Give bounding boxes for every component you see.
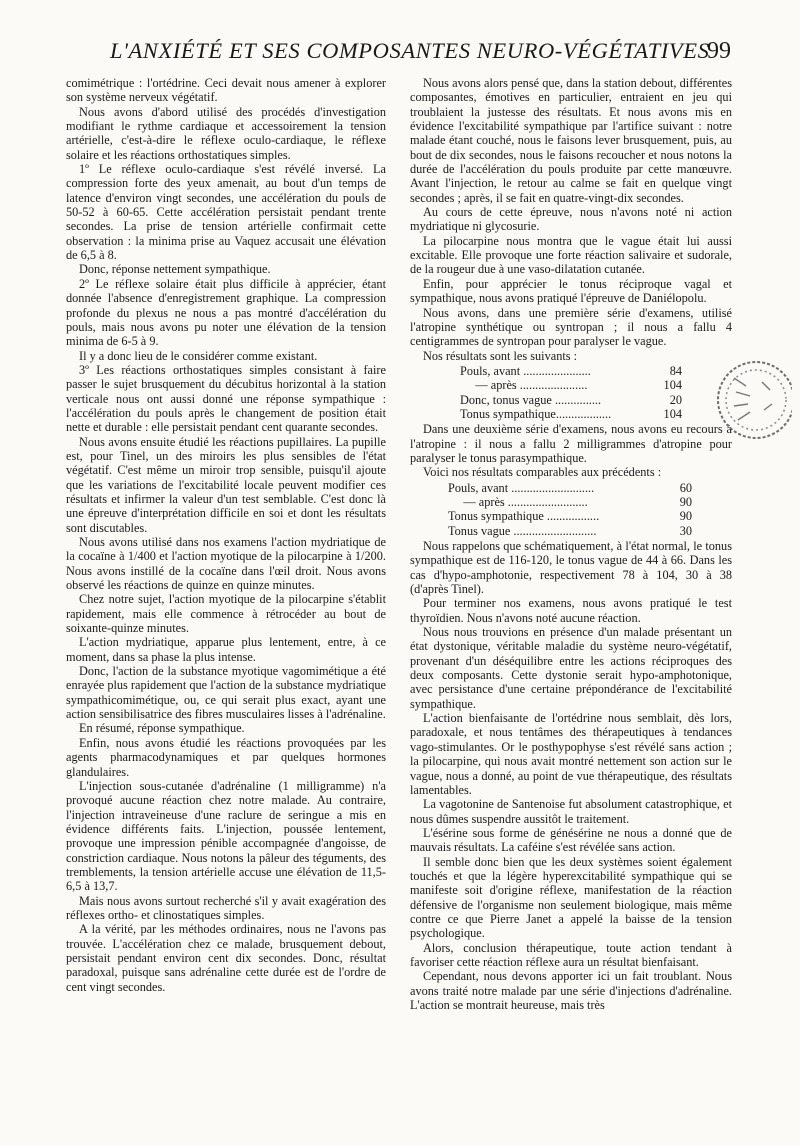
paragraph: Voici nos résultats comparables aux précédents :: [423, 465, 662, 480]
paragraph: Donc, réponse nettement sympathique.: [79, 262, 271, 277]
results-row: [410, 495, 732, 509]
row-label: Pouls, avant: [448, 480, 509, 495]
paragraph: Il semble donc bien que les deux systèmes soient également touchés et que la légère hyperexcitabilité sympathique qui se manifeste soit d'origine réflexe, manifestation de la réaction défensive de l'organisme non seulement biologique, mais même contre ce que Pierre Janet a appelé la baisse de la tension psychologique.: [410, 854, 732, 941]
row-value: 20: [669, 392, 682, 407]
paragraph: L'injection sous-cutanée d'adrénaline (1 milligramme) n'a provoqué aucune réaction chez notre malade. Au contraire, l'injection intraveineuse d'une raclure de seringue a mis en évidence différents faits. L'injection, poussée lentement, provoque une impression pénible accompagnée d'angoisse, de constriction cardiaque. Nous notons la pâleur des téguments, des tremblements, la tension artérielle accuse une élévation de 11,5-6,5 à 13,7.: [66, 778, 386, 894]
row-value: 84: [669, 363, 682, 378]
paragraph: 3º Les réactions orthostatiques simples consistant à faire passer le sujet brusquement du décubitus horizontal à la station verticale nous ont aussi donné une réponse sympathique : l'accélération du pouls après le changement de position était nette et durable : elle persistait pendant cent quarante secondes.: [66, 362, 386, 435]
paragraph: Enfin, pour apprécier le tonus réciproque vagal et sympathique, nous avons pratiqué l'épreuve de Daniélopolu.: [410, 276, 732, 306]
page-title: L'ANXIÉTÉ ET SES COMPOSANTES NEURO-VÉGÉTATIVES: [110, 38, 710, 63]
left-column: [66, 76, 386, 994]
page-number: 99: [707, 38, 731, 64]
row-label: Donc, tonus vague: [460, 392, 552, 407]
running-header: [110, 38, 750, 64]
results-row: [410, 364, 732, 378]
paragraph: Pour terminer nos examens, nous avons pratiqué le test thyroïdien. Nous n'avons noté aucune réaction.: [410, 596, 732, 625]
paragraph: Cependant, nous devons apporter ici un fait troublant. Nous avons traité notre malade par une série d'injections d'adrénaline. L'action se montrait heureuse, mais très: [410, 969, 732, 1012]
right-column: [410, 76, 732, 1012]
row-label: — après: [463, 494, 505, 509]
paragraph: En résumé, réponse sympathique.: [79, 721, 245, 736]
row-label: — après: [475, 378, 517, 393]
paragraph: La pilocarpine nous montra que le vague était lui aussi excitable. Elle provoque une forte réaction salivaire et sudorale, de la rougeur due à une vaso-dilatation cutanée.: [410, 233, 732, 277]
results-row: [410, 481, 732, 495]
paragraph: Alors, conclusion thérapeutique, toute action tendant à favoriser cette réaction réflexe aura un résultat bienfaisant.: [410, 940, 732, 969]
paragraph: A la vérité, par les méthodes ordinaires, nous ne l'avons pas trouvée. L'accélération chez ce malade, brusquement debout, persistait pendant environ cent dix secondes. Donc, résultat paradoxal, puisque sans adrénaline cette durée est de l'ordre de cent vingt secondes.: [66, 922, 386, 994]
results-row: [410, 378, 732, 392]
results-row: [410, 393, 732, 407]
paragraph: Nous avons ensuite étudié les réactions pupillaires. La pupille est, pour Tinel, un des miroirs les plus sensibles de l'état végétatif. C'est même un miroir trop sensible, puisqu'il ajoute que les variations de l'excitabilité locale peuvent modifier ces résultats et infirmer la valeur d'un test semblable. C'est donc là une épreuve d'interprétation difficile en soi et dont les résultats sont discutables.: [66, 434, 386, 535]
paragraph: Nous nous trouvions en présence d'un malade présentant un état dystonique, véritable maladie du système neuro-végétatif, provenant d'un déséquilibre entre les actions réciproques des deux composants. Cette dystonie serait hypo-amphotonique, avec persistance d'une certaine prépondérance de l'excitabilité sympathique.: [410, 625, 732, 711]
row-value: 90: [679, 509, 692, 524]
paragraph: Nous avons utilisé dans nos examens l'action mydriatique de la cocaïne à 1/400 et l'action myotique de la pilocarpine à 1/200. Nous avons instillé de la cocaïne dans l'œil droit. Nous avons observé les réactions de quinze en quinze minutes.: [66, 535, 386, 593]
paragraph: Mais nous avons surtout recherché s'il y avait exagération des réflexes ortho- et clinostatiques simples.: [66, 893, 386, 922]
results-row: [410, 407, 732, 421]
paragraph: Nous rappelons que schématiquement, à l'état normal, le tonus sympathique est de 116-120, le tonus vague de 44 à 66. Dans les cas d'hypo-amphotonie, respectivement 78 à 104, 30 à 38 (d'après Tinel).: [410, 539, 732, 597]
paragraph: Nos résultats sont les suivants :: [423, 348, 578, 363]
paragraph: Enfin, nous avons étudié les réactions provoquées par les agents pharmacodynamiques et par quelques hormones glandulaires.: [66, 735, 386, 779]
paragraph: Nous avons alors pensé que, dans la station debout, différentes composantes, émotives en particulier, entraient en jeu qui troublaient la justesse des résultats. Et nous avons mis en évidence l'excitabilité sympathique par l'artifice suivant : notre malade étant couché, nous le faisons lever brusquement, puis, au bout de dix secondes, nous le faisons recoucher et nous notons la durée de l'accélération du pouls produite par cette manœuvre. Avant l'injection, le retour au calme se fait en quelque vingt secondes ; après, il se fait en quatre-vingt-dix secondes.: [410, 76, 732, 205]
paragraph: Au cours de cette épreuve, nous n'avons noté ni action mydriatique ni glycosurie.: [410, 205, 732, 234]
paragraph: L'action mydriatique, apparue plus lentement, entre, à ce moment, dans sa phase la plus intense.: [66, 635, 386, 664]
row-label: Pouls, avant: [460, 363, 521, 378]
row-label: Tonus sympathique: [460, 406, 556, 421]
leader-dots: ...........................: [508, 480, 595, 495]
results-table-atropine: [410, 481, 732, 538]
row-label: Tonus sympathique: [448, 509, 544, 524]
paragraph: Dans une deuxième série d'examens, nous avons eu recours à l'atropine : il nous a fallu 2 milligrammes d'atropine pour paralyser le tonus parasympathique.: [410, 422, 732, 465]
paragraph: Nous avons, dans une première série d'examens, utilisé l'atropine synthétique ou syntropan ; il nous a fallu 4 centigrammes de syntropan pour paralyser le vague.: [410, 305, 732, 349]
leader-dots: .................: [543, 509, 600, 524]
leader-dots: ...............: [551, 392, 602, 407]
results-row: [410, 509, 732, 523]
row-value: 104: [663, 406, 682, 421]
leader-dots: ..................: [555, 406, 612, 421]
paragraph: Donc, l'action de la substance myotique vagomimétique a été enrayée plus rapidement que l'action de la substance mydriatique sympathicomimétique, ou, ce qui serait plus exact, ayant une action sensibilisatrice des fibres musculaires lisses à l'adrénaline.: [66, 664, 386, 722]
library-stamp: [706, 330, 792, 470]
leader-dots: ...........................: [510, 523, 597, 538]
paragraph: 1º Le réflexe oculo-cardiaque s'est révélé inversé. La compression forte des yeux amenait, au bout d'un temps de latence d'environ vingt secondes, une accélération du pouls de 50-52 à 60-65. Cette accélération persistait pendant trente secondes. La prise de tension artérielle confirmait cette observation : la minima prise au Vaquez accusait une élévation de 6,5 à 8.: [66, 162, 386, 263]
row-value: 104: [663, 378, 682, 393]
paragraph: Nous avons d'abord utilisé des procédés d'investigation modifiant le rythme cardiaque et accessoirement la tension artérielle, c'est-à-dire le réflexe oculo-cardiaque, le réflexe solaire et les réactions orthostatiques simples.: [66, 104, 386, 162]
row-label: Tonus vague: [448, 523, 511, 538]
paragraph: L'action bienfaisante de l'ortédrine nous semblait, dès lors, paradoxale, et nous tentâmes des thérapeutiques à tendances vago-stimulantes. Or le posthypophyse s'est révélé sans action ; la pilocarpine, qui nous avait montré nettement son action sur le vague, nous a donné, au point de vue thérapeutique, des résultats lamentables.: [410, 711, 732, 797]
paragraph: Il y a donc lieu de le considérer comme existant.: [79, 348, 318, 363]
results-table-syntropan: [410, 364, 732, 421]
leader-dots: ..........................: [504, 494, 588, 509]
paragraph: 2º Le réflexe solaire était plus difficile à apprécier, étant donnée l'absence d'enregistrement graphique. La compression profonde du plexus ne nous a pas montré d'accélération du pouls, mais nous avons pu noter une élévation de la tension minima de 6-5 à 9.: [66, 276, 386, 349]
leader-dots: ......................: [520, 363, 591, 378]
row-value: 60: [679, 480, 692, 495]
paragraph: comimétrique : l'ortédrine. Ceci devait nous amener à explorer son système nerveux végétatif.: [66, 76, 386, 105]
paragraph: Chez notre sujet, l'action myotique de la pilocarpine s'établit rapidement, mais elle commence à rétrocéder au bout de soixante-quinze minutes.: [66, 592, 386, 636]
leader-dots: ......................: [516, 378, 588, 393]
row-value: 30: [679, 523, 692, 538]
paragraph: La vagotonine de Santenoise fut absolument catastrophique, et nous dûmes suspendre aussitôt le traitement.: [410, 797, 732, 826]
paragraph: L'ésérine sous forme de génésérine ne nous a donné que de mauvais résultats. La caféine s'est révélée sans action.: [410, 825, 732, 855]
row-value: 90: [679, 494, 692, 509]
results-row: [410, 524, 732, 538]
